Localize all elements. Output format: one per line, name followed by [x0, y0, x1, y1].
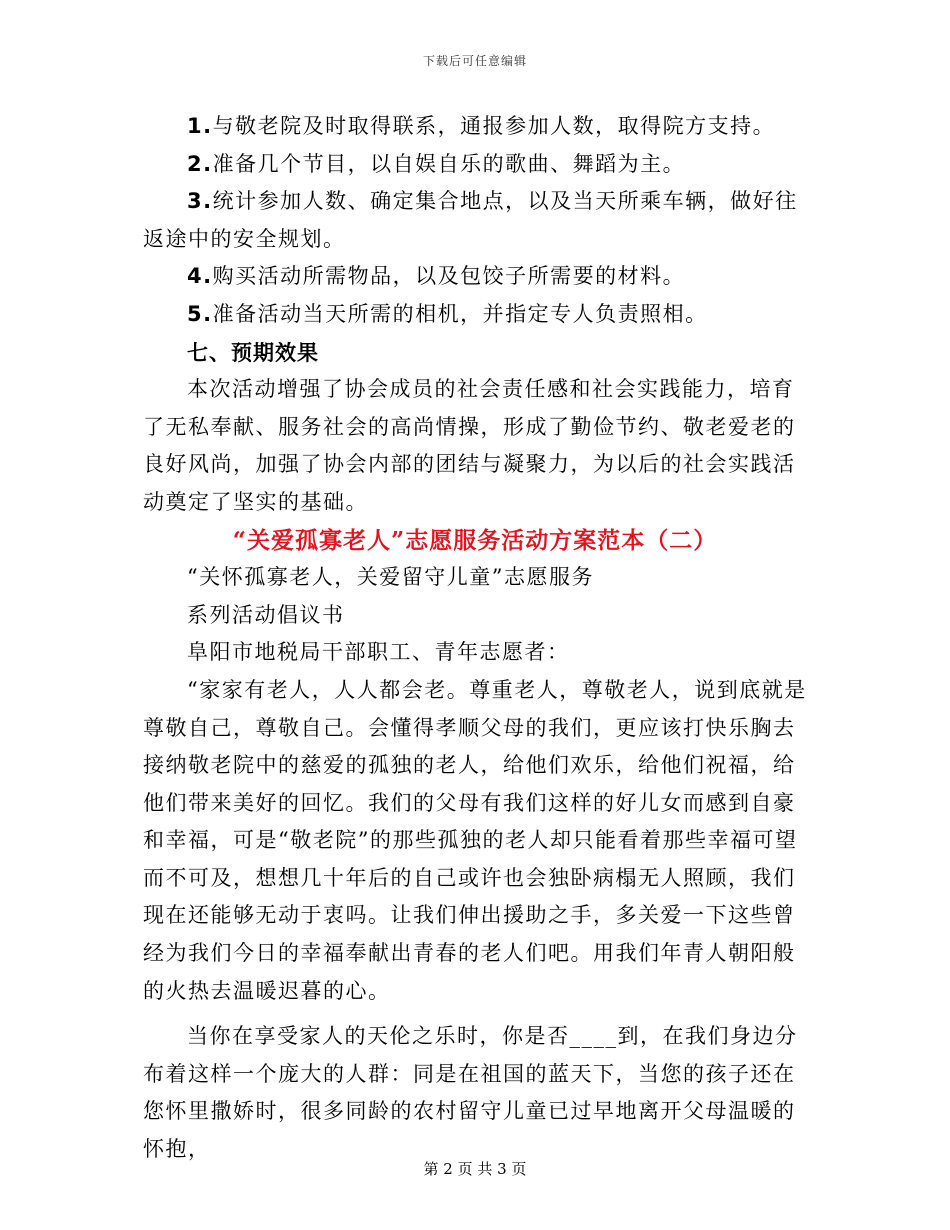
list-item	[143, 258, 807, 296]
list-item-text: 与敬老院及时取得联系，通报参加人数，取得院方支持。	[212, 114, 776, 138]
document-title: “关爱孤寡老人”志愿服务活动方案范本（二）	[232, 526, 718, 554]
list-item	[143, 183, 807, 258]
list-item-number: 3.	[187, 189, 213, 214]
list-item-text: 准备几个节目，以自娱自乐的歌曲、舞蹈为主。	[212, 151, 686, 176]
document-body	[143, 108, 807, 1169]
list-item	[143, 108, 807, 146]
subtitle-line: “关怀孤寡老人，关爱留守儿童”志愿服务	[187, 565, 594, 590]
body-paragraph: 当你在享受家人的天伦之乐时，你是否____到，在我们身边分布着这样一个庞大的人群：同是在祖国的蓝天下，当您的孩子还在您怀里撒娇时，很多同龄的农村留守儿童已过早地离开父母温暖的怀抱，	[143, 1024, 798, 1162]
list-item	[143, 296, 807, 334]
list-item-number: 1.	[187, 114, 213, 138]
header-note: 下载后可任意编辑	[422, 54, 527, 68]
list-item-number: 2.	[187, 151, 213, 176]
list-item-number: 4.	[187, 264, 213, 289]
paragraph-gap	[143, 1010, 807, 1018]
section-heading: 七、预期效果	[187, 339, 319, 365]
list-item-text: 准备活动当天所需的相机，并指定专人负责照相。	[212, 301, 708, 326]
list-item-text: 统计参加人数、确定集合地点，以及当天所乘车辆，做好往返途中的安全规划。	[143, 189, 798, 251]
salutation: 阜阳市地税局干部职工、青年志愿者：	[187, 640, 570, 665]
body-paragraph: “家家有老人，人人都会老。尊重老人，尊敬老人，说到底就是尊敬自己，尊敬自己。会懂得孝顺父母的我们，更应该打快乐胸去接纳敬老院中的慈爱的孤独的老人，给他们欢乐，给他们祝福，给他们带来美好的回忆。我们的父母有我们这样的好儿女而感到自豪和幸福，可是“敬老院”的那些孤独的老人却只能看着那些幸福可望而不可及，想想几十年后的自己或许也会独卧病榻无人照顾，我们现在还能够无动于衷吗。让我们伸出援助之手，多关爱一下这些曾经为我们今日的幸福奉献出青春的老人们吧。用我们年青人朝阳般的火热去温暖迟暮的心。	[143, 677, 807, 1003]
list-item	[143, 146, 807, 184]
list-item-number: 5.	[187, 301, 213, 326]
subtitle-line: 系列活动倡议书	[187, 602, 345, 627]
page-footer: 第 2 页 共 3 页	[423, 1160, 527, 1178]
section-paragraph: 本次活动增强了协会成员的社会责任感和社会实践能力，培育了无私奉献、服务社会的高尚情操，形成了勤俭节约、敬老爱老的良好风尚，加强了协会内部的团结与凝聚力，为以后的社会实践活动奠定了坚实的基础。	[143, 377, 796, 514]
list-item-text: 购买活动所需物品，以及包饺子所需要的材料。	[212, 264, 686, 289]
